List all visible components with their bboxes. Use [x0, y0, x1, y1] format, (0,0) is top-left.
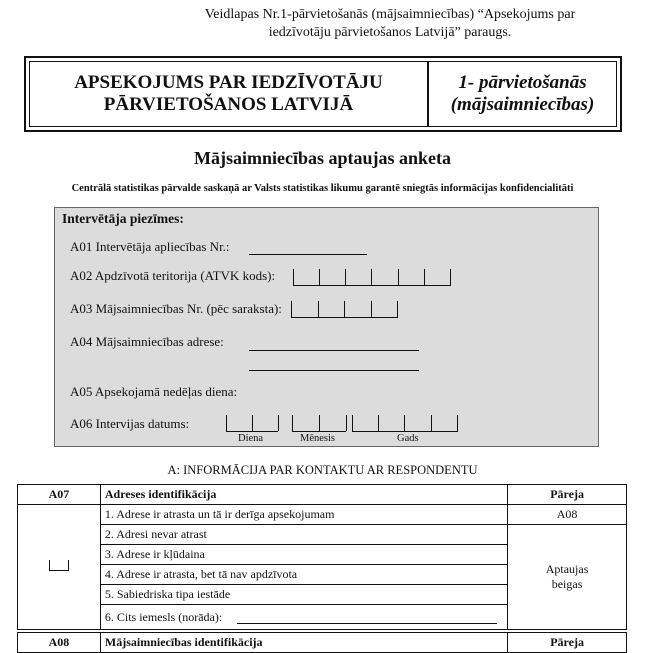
a04-address-line-2[interactable] — [249, 370, 419, 371]
a01-label: A01 Intervētāja apliecības Nr.: — [70, 239, 230, 254]
a04-address-line-1[interactable] — [249, 350, 419, 351]
a06-tick — [404, 415, 405, 431]
a04-label: A04 Mājsaimniecības adrese: — [70, 334, 224, 349]
a06-year-baseline — [352, 431, 458, 432]
a07-header-row — [18, 485, 627, 505]
a02-baseline — [293, 285, 451, 286]
a08-transition-header: Pāreja — [508, 633, 627, 653]
a03-tick — [318, 301, 319, 317]
a06-tick — [346, 415, 347, 431]
a07-option-4[interactable]: 4. Adrese ir atrasta, bet tā nav apdzīvota — [100, 565, 507, 585]
interviewer-notes-title: Intervētāja piezīmes: — [62, 211, 184, 226]
caption-line-1: Veidlapas Nr.1-pārvietošanās (mājsaimniecības) “Apsekojums par — [204, 7, 576, 22]
a07-other-reason-line[interactable] — [237, 623, 497, 624]
a01-input-line[interactable] — [249, 254, 367, 255]
a02-tick — [319, 269, 320, 285]
a06-day-baseline — [226, 431, 278, 432]
a05-label: A05 Apsekojamā nedēļas diena: — [70, 384, 238, 399]
a07-heading: Adreses identifikācija — [100, 485, 507, 505]
a03-tick — [344, 301, 345, 317]
a02-tick — [424, 269, 425, 285]
a07-code: A07 — [18, 485, 101, 505]
a06-month-baseline — [292, 431, 346, 432]
a06-label: A06 Intervijas datums: — [70, 416, 190, 431]
form-code — [429, 62, 616, 126]
form-sample-caption — [150, 6, 630, 42]
form-code-line-2: (mājsaimniecības) — [450, 94, 595, 115]
a02-tick — [371, 269, 372, 285]
a08-code: A08 — [18, 633, 101, 653]
a07-option-row — [18, 505, 627, 525]
a06-tick — [431, 415, 432, 431]
a07-goto-end — [508, 525, 627, 630]
form-code-line-1: 1- pārvietošanās — [458, 72, 587, 93]
a02-code-boxes[interactable] — [293, 268, 453, 286]
a07-option-2[interactable]: 2. Adresi nevar atrast — [100, 525, 507, 545]
a07-answer-cell — [18, 505, 101, 630]
survey-title-line-1: APSEKOJUMS PAR IEDZĪVOTĀJU — [74, 72, 383, 93]
a02-label: A02 Apdzīvotā teritorija (ATVK kods): — [70, 268, 276, 283]
a03-tick — [291, 301, 292, 317]
a03-number-boxes[interactable] — [291, 300, 401, 318]
title-box — [24, 56, 622, 132]
form-title: Mājsaimniecības aptaujas anketa — [193, 148, 451, 168]
a02-tick — [450, 269, 451, 285]
a06-tick — [378, 415, 379, 431]
a06-month-label: Mēnesis — [300, 433, 335, 444]
a07-option-1[interactable]: 1. Adrese ir atrasta un tā ir derīga apsekojumam — [100, 505, 507, 525]
a02-tick — [345, 269, 346, 285]
confidentiality-note: Centrālā statistikas pārvalde saskaņā ar Valsts statistikas likumu garantē sniegtās informācijas konfidencialitāti — [71, 183, 574, 194]
a06-tick — [319, 415, 320, 431]
a03-baseline — [291, 317, 398, 318]
a07-option-6[interactable]: 6. Cits iemesls (norāda): — [104, 609, 223, 624]
a03-tick — [397, 301, 398, 317]
section-a-title: A: INFORMĀCIJA PAR KONTAKTU AR RESPONDENTU — [167, 463, 478, 477]
a06-tick — [278, 415, 279, 431]
a06-day-label: Diena — [238, 433, 264, 444]
a06-tick — [457, 415, 458, 431]
a02-tick — [398, 269, 399, 285]
a06-tick — [292, 415, 293, 431]
survey-title-line-2: PĀRVIETOŠANOS LATVIJĀ — [103, 94, 354, 115]
a06-date-boxes[interactable] — [226, 412, 458, 432]
a07-goto-a08: A08 — [508, 505, 627, 525]
a07-table — [17, 484, 627, 630]
a07-option-row — [18, 525, 627, 545]
a08-heading: Mājsaimniecības identifikācija — [100, 633, 507, 653]
a08-table — [17, 632, 627, 653]
a07-option-6-cell — [100, 605, 507, 630]
a07-option-3[interactable]: 3. Adrese ir kļūdaina — [100, 545, 507, 565]
a08-header-row — [18, 633, 627, 653]
a06-tick — [352, 415, 353, 431]
survey-title — [30, 62, 429, 126]
a06-tick — [252, 415, 253, 431]
a07-answer-box[interactable] — [49, 560, 69, 571]
a07-goto-end-line-1: Aptaujas — [545, 562, 589, 576]
a07-goto-end-line-2: beigas — [551, 577, 583, 591]
title-box-inner — [29, 61, 617, 127]
a03-tick — [371, 301, 372, 317]
caption-line-2: iedzīvotāju pārvietošanos Latvijā” paraugs. — [268, 25, 512, 40]
a03-label: A03 Mājsaimniecības Nr. (pēc saraksta): — [70, 301, 282, 316]
a02-tick — [293, 269, 294, 285]
a06-tick — [226, 415, 227, 431]
a07-transition-header: Pāreja — [508, 485, 627, 505]
a06-year-label: Gads — [397, 433, 419, 444]
a07-option-5[interactable]: 5. Sabiedriska tipa iestāde — [100, 585, 507, 605]
